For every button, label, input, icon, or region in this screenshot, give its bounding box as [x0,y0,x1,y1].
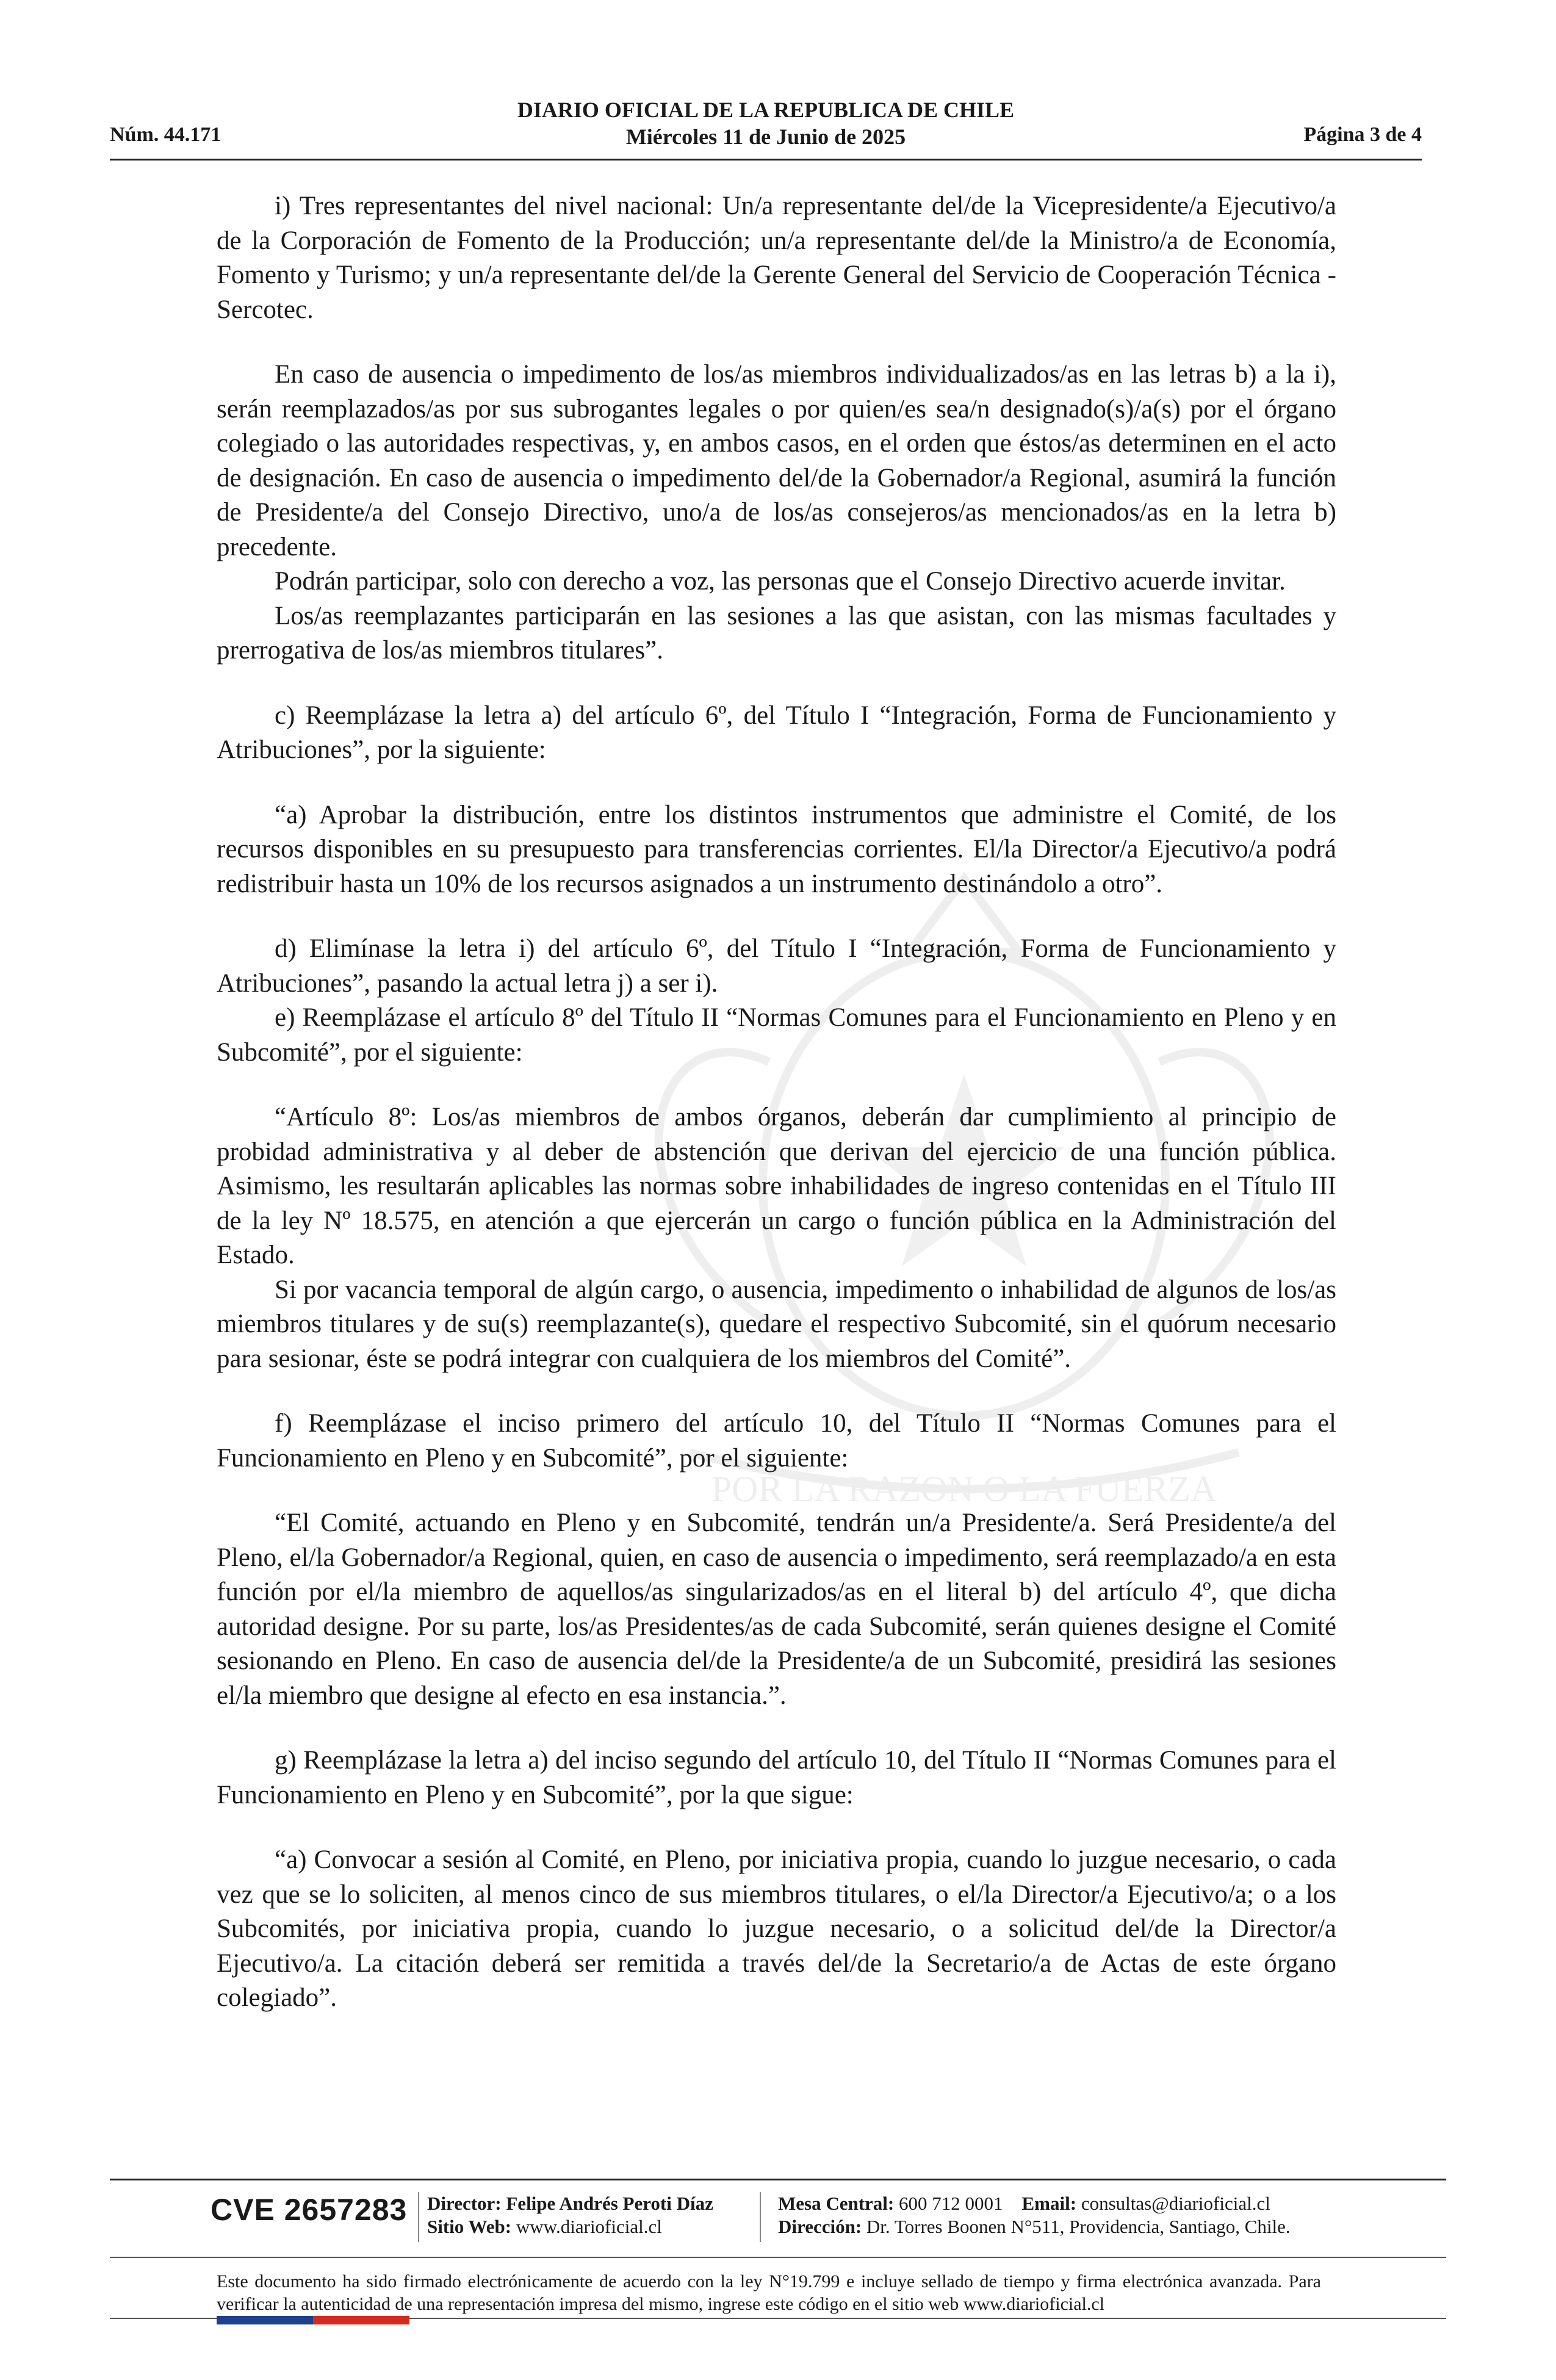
page-header [110,92,1422,160]
body-paragraph: “El Comité, actuando en Pleno y en Subcomité, tendrán un/a Presidente/a. Será Presidente/a del Pleno, el/la Gobernador/a Regional, quien, en caso de ausencia o impedimento, será reemplazado/a en esta función por el/la miembro de aquellos/as singularizados/as en el literal b) del artículo 4º, que dicha autoridad designe. Por su parte, los/as Presidentes/as de cada Subcomité, serán quienes designe el Comité sesionando en Pleno. En caso de ausencia del/de la Presidente/a de un Subcomité, presidirá las sesiones el/la miembro que designe al efecto en esa instancia.”. [217,1509,1336,1710]
body-paragraph: Podrán participar, solo con derecho a voz, las personas que el Consejo Directivo acuerde invitar. [275,567,1286,596]
footer-divider [110,2257,1446,2258]
email-link[interactable]: consultas@diarioficial.cl [1081,2193,1270,2214]
body-paragraph: c) Reemplázase la letra a) del artículo 6º, del Título I “Integración, Forma de Funcionamiento y Atribuciones”, por la siguiente: [217,701,1336,764]
body-paragraph: “a) Convocar a sesión al Comité, en Pleno, por iniciativa propia, cuando lo juzgue necesario, o cada vez que se lo soliciten, al menos cinco de sus miembros titulares, o el/la Director/a Ejecutivo/a; o a los Subcomités, por iniciativa propia, cuando lo juzgue necesario, o a solicitud del/de la Director/a Ejecutivo/a. La citación deberá ser remitida a través del/de la Secretario/a de Actas de este órgano colegiado”. [217,1845,1336,2012]
body-paragraph: En caso de ausencia o impedimento de los/as miembros individualizados/as en las letras b) a la i), serán reemplazados/as por sus subrogantes legales o por quien/es sea/n designado(s)/a(s) por el órgano colegiado o las autoridades respectivas, y, en ambos casos, en el orden que éstos/as determinen en el acto de designación. En caso de ausencia o impedimento del/de la Gobernador/a Regional, asumirá la función de Presidente/a del Consejo Directivo, uno/a de los/as consejeros/as mencionados/as en la letra b) precedente. [217,360,1336,561]
director-label: Director: [427,2193,502,2214]
cve-code: CVE 2657283 [211,2193,408,2227]
address-text: Dr. Torres Boonen N°511, Providencia, Santiago, Chile. [866,2216,1291,2237]
body-paragraph: f) Reemplázase el inciso primero del artículo 10, del Título II “Normas Comunes para el Funcionamiento en Pleno y en Subcomité”, por el siguiente: [217,1409,1336,1473]
document-body [217,189,1336,2016]
issue-number: Núm. 44.171 [110,123,222,146]
body-paragraph: “a) Aprobar la distribución, entre los distintos instrumentos que administre el Comité, de los recursos disponibles en su presupuesto para transferencias corrientes. El/la Director/a Ejecutivo/a podrá redistribuir hasta un 10% de los recursos asignados a un instrumento destinándolo a otro”. [217,800,1336,898]
footer-divider [110,2179,1446,2180]
flag-stripe [217,2316,409,2324]
phone-label: Mesa Central: [778,2193,895,2214]
masthead-title: DIARIO OFICIAL DE LA REPUBLICA DE CHILE [517,98,1015,122]
signature-notice: Este documento ha sido firmado electrónicamente de acuerdo con la ley N°19.799 e incluye sellado de tiempo y firma electrónica avanzada. Para verificar la autenticidad de una representación impresa del mismo, ingrese este código en el sitio web www.diarioficial.cl [217,2271,1321,2314]
page-indicator: Página 3 de 4 [1303,123,1422,146]
body-paragraph: Los/as reemplazantes participarán en las sesiones a las que asistan, con las mismas facultades y prerrogativa de los/as miembros titulares”. [217,601,1336,665]
footer-contact-block [778,2192,1291,2238]
site-label: Sitio Web: [427,2216,512,2237]
body-paragraph: i) Tres representantes del nivel nacional: Un/a representante del/de la Vicepresidente/a Ejecutivo/a de la Corporación de Fomento de la Producción; un/a representante del/de la Ministro/a de Economía, Fomento y Turismo; y un/a representante del/de la Gerente General del Servicio de Cooperación Técnica - Sercotec. [217,192,1336,324]
body-paragraph: d) Elimínase la letra i) del artículo 6º, del Título I “Integración, Forma de Funcionamiento y Atribuciones”, pasando la actual letra j) a ser i). [217,934,1336,998]
footer-separator [418,2192,419,2242]
issue-date: Miércoles 11 de Junio de 2025 [625,124,906,149]
body-paragraph: g) Reemplázase la letra a) del inciso segundo del artículo 10, del Título II “Normas Comunes para el Funcionamiento en Pleno y en Subcomité”, por la que sigue: [217,1746,1336,1809]
body-paragraph: e) Reemplázase el artículo 8º del Título II “Normas Comunes para el Funcionamiento en Pleno y en Subcomité”, por el siguiente: [217,1003,1336,1067]
phone-number: 600 712 0001 [899,2193,1003,2214]
masthead [110,96,1422,150]
body-paragraph: Si por vacancia temporal de algún cargo, o ausencia, impedimento o inhabilidad de algunos de los/as miembros titulares y de su(s) reemplazante(s), quedare el respectivo Subcomité, sin el quórum necesario para sesionar, éste se podrá integrar con cualquiera de los miembros del Comité”. [217,1275,1336,1373]
footer-director-block [427,2192,713,2238]
address-label: Dirección: [778,2216,862,2237]
footer-separator [760,2192,761,2242]
email-label: Email: [1021,2193,1077,2214]
director-name: Felipe Andrés Peroti Díaz [506,2193,713,2214]
flag-stripe-blue [217,2316,313,2324]
flag-stripe-red [313,2316,409,2324]
watermark-motto: POR LA RAZON O LA FUERZA [711,1469,1217,1509]
site-link[interactable]: www.diarioficial.cl [516,2216,662,2237]
body-paragraph: “Artículo 8º: Los/as miembros de ambos órganos, deberán dar cumplimiento al principio de probidad administrativa y al deber de abstención que derivan del ejercicio de una función pública. Asimismo, les resultarán aplicables las normas sobre inhabilidades de ingreso contenidas en el Título III de la ley Nº 18.575, en atención a que ejercerán un cargo o función pública en la Administración del Estado. [217,1103,1336,1269]
